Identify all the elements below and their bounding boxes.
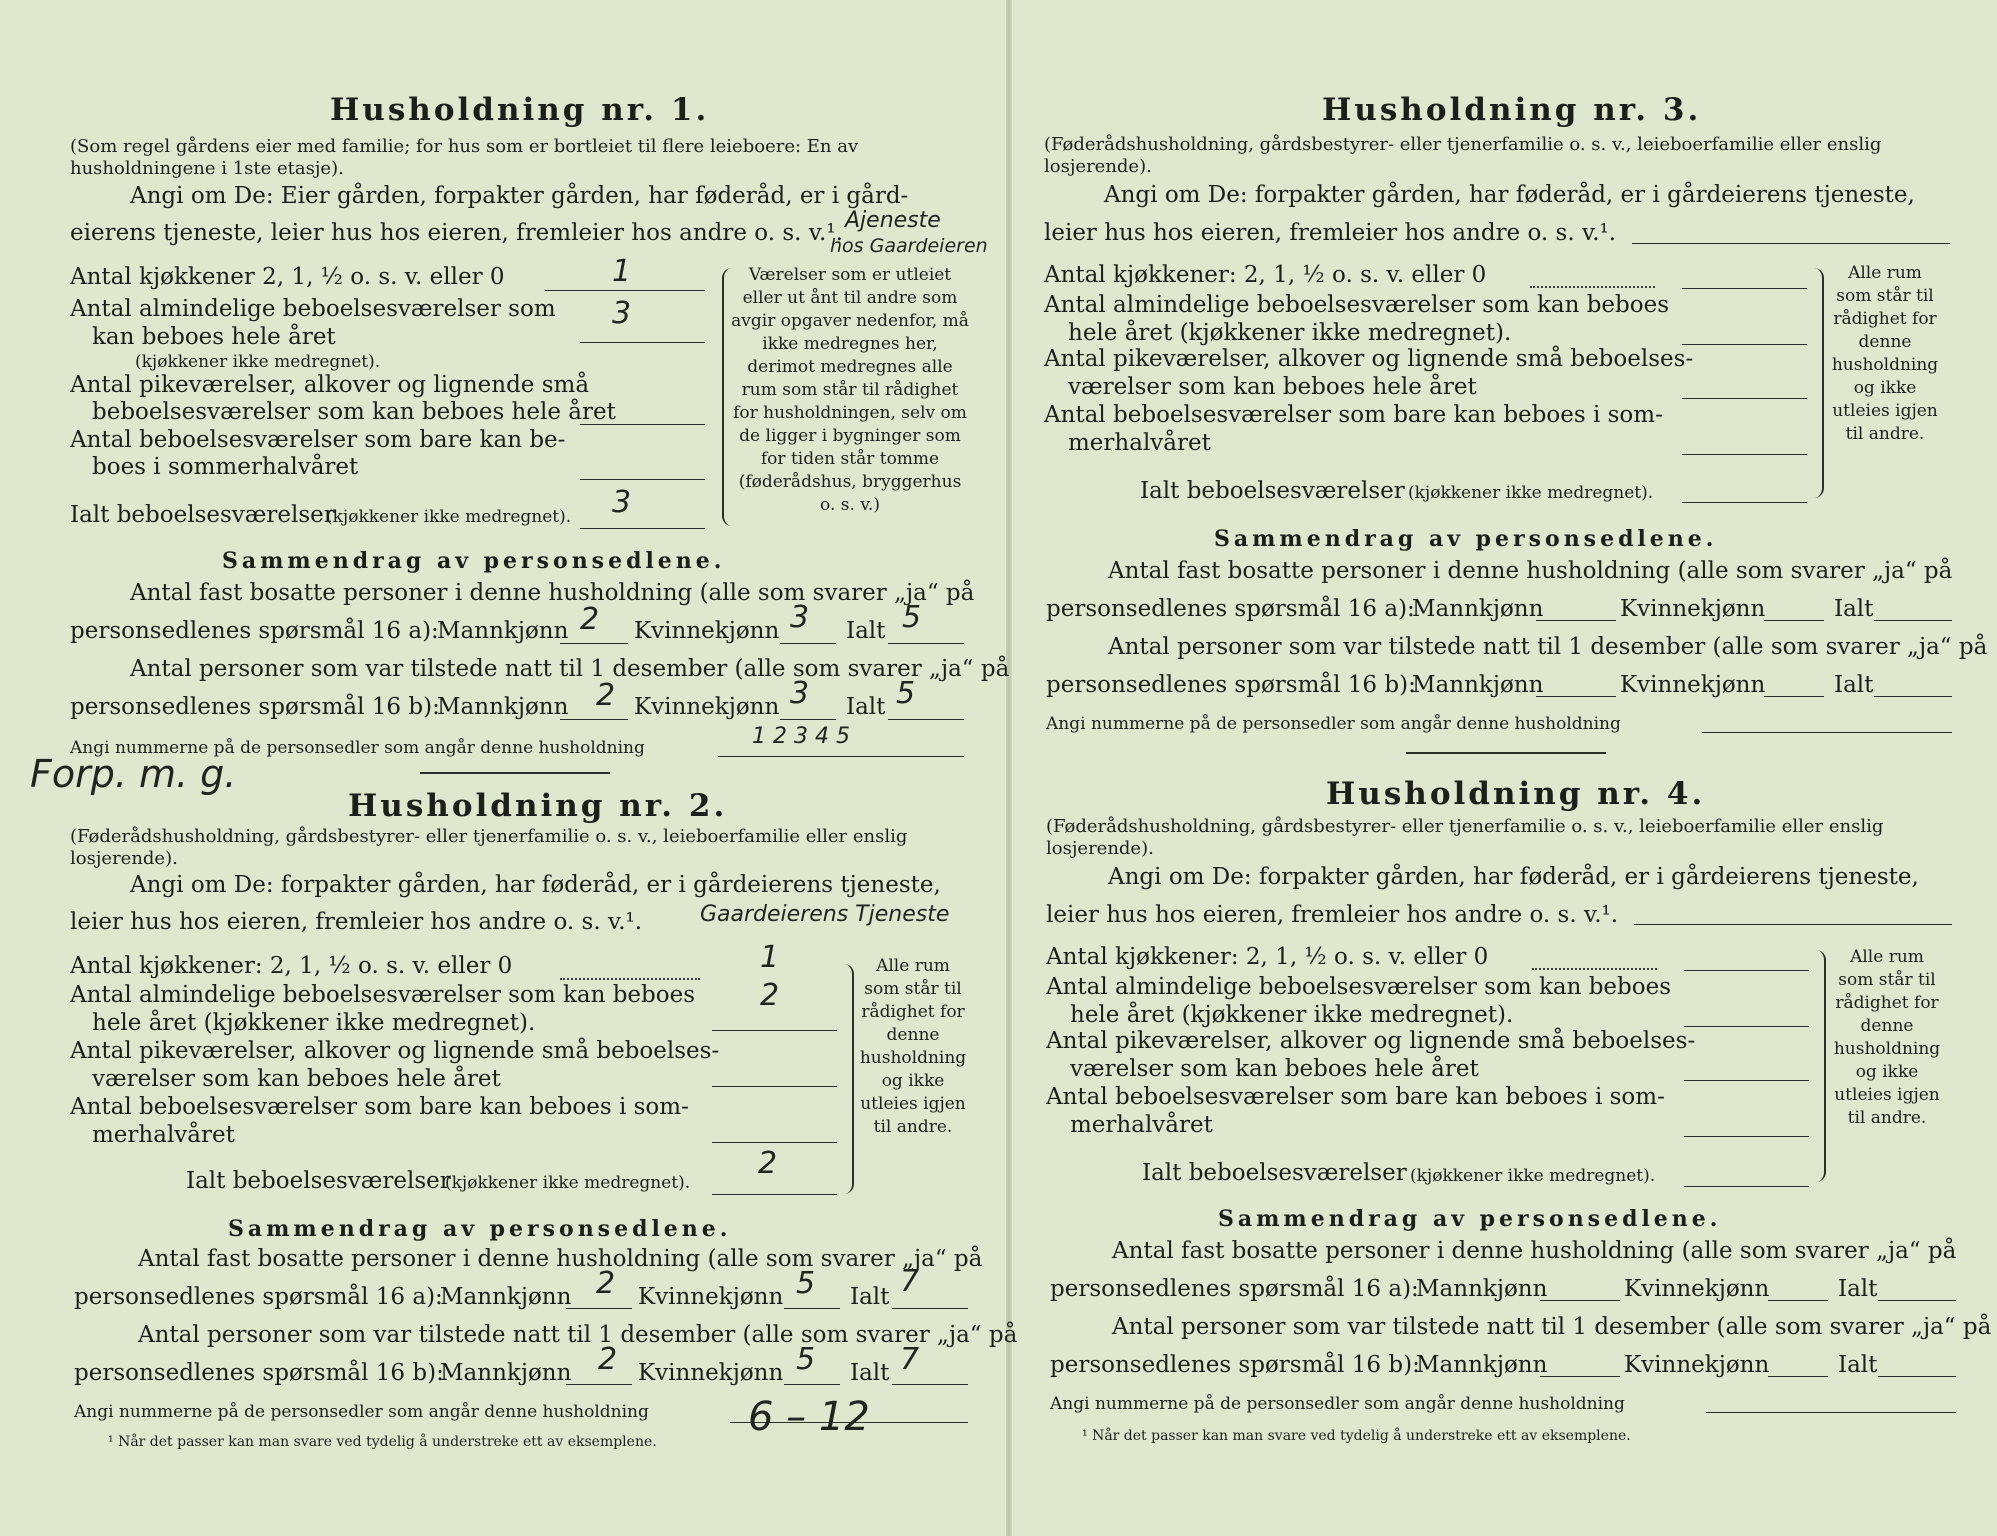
- h2-alm-label2: hele året (kjøkkener ikke medregnet).: [92, 1010, 536, 1036]
- h3-angi-line2: leier hus hos eieren, fremleier hos andre o. s. v.¹.: [1044, 220, 1617, 246]
- h1-sommer-label2: boes i sommerhalvåret: [92, 454, 359, 480]
- right-footnote: ¹ Når det passer kan man svare ved tydelig å understreke ett av eksemplene.: [1082, 1428, 1631, 1444]
- h4-nummerne-label: Angi nummerne på de personsedler som angår denne husholdning: [1050, 1394, 1625, 1414]
- h1-kjokkener-field: [545, 290, 705, 291]
- h2-til-mann-field: [566, 1384, 632, 1385]
- h3-nummerne-label: Angi nummerne på de personsedler som angår denne husholdning: [1046, 714, 1621, 734]
- h2-sommer-label2: merhalvåret: [92, 1122, 235, 1148]
- h2-sommer-field: [712, 1142, 837, 1143]
- h4-title: Husholdning nr. 4.: [1326, 776, 1706, 812]
- h3-nummerne-field: [1702, 732, 1952, 733]
- h3-til-ialt-field: [1874, 696, 1952, 697]
- h4-alm-label2: hele året (kjøkkener ikke medregnet).: [1070, 1002, 1514, 1028]
- h3-ialt-label: Ialt beboelsesværelser: [1140, 478, 1405, 504]
- h3-note: (Føderådshusholdning, gårdsbestyrer- eller tjenerfamilie o. s. v., leieboerfamilie eller enslig losjerende).: [1044, 134, 1882, 177]
- h2-fast-line2: personsedlenes spørsmål 16 a):: [74, 1284, 443, 1310]
- h4-ialt-note: (kjøkkener ikke medregnet).: [1410, 1166, 1656, 1186]
- h2-tilstede-line1: Antal personer som var tilstede natt til 1 desember (alle som svarer „ja“ på: [138, 1322, 1018, 1348]
- h3-kjokkener-line: [1682, 288, 1807, 289]
- h2-til-kvinne-label: Kvinnekjønn: [638, 1360, 784, 1386]
- h1-fast-kvinne-label: Kvinnekjønn: [634, 618, 780, 644]
- h2-kjokkener-field: [560, 978, 700, 980]
- h4-sommer-label1: Antal beboelsesværelser som bare kan beboes i som-: [1046, 1084, 1665, 1110]
- h4-kjokkener-field: [1532, 968, 1657, 970]
- h3-fast-line1: Antal fast bosatte personer i denne husholdning (alle som svarer „ja“ på: [1108, 558, 1953, 584]
- h4-til-ialt-label: Ialt: [1838, 1352, 1878, 1378]
- h1-til-ialt-label: Ialt: [846, 694, 886, 720]
- h3-angi-line1: Angi om De: forpakter gården, har føderåd, er i gårdeierens tjeneste,: [1104, 182, 1915, 208]
- h2-pike-label2: værelser som kan beboes hele året: [92, 1066, 501, 1092]
- h4-pike-label2: værelser som kan beboes hele året: [1070, 1056, 1479, 1082]
- h4-nummerne-field: [1706, 1412, 1956, 1413]
- h3-til-ialt-label: Ialt: [1834, 672, 1874, 698]
- h2-alm-label1: Antal almindelige beboelsesværelser som kan beboes: [70, 982, 696, 1008]
- h3-fast-kvinne-field: [1764, 620, 1824, 621]
- h2-hw-fast-kvinne: 5: [796, 1266, 816, 1301]
- h2-fast-line1: Antal fast bosatte personer i denne husholdning (alle som svarer „ja“ på: [138, 1246, 983, 1272]
- h1-alm-label2: kan beboes hele året: [92, 324, 336, 350]
- h3-fast-mann-field: [1536, 620, 1616, 621]
- h2-pike-label1: Antal pikeværelser, alkover og lignende små beboelses-: [70, 1038, 720, 1064]
- h2-hw-ialt: 2: [758, 1146, 778, 1181]
- h1-hw-til-ialt: 5: [896, 676, 916, 711]
- h4-kjokkener-line: [1684, 970, 1809, 971]
- h1-ialt-field: [580, 528, 705, 529]
- h1-til-kvinne-field: [780, 719, 836, 720]
- h1-fast-kvinne-field: [780, 643, 836, 644]
- h1-hw-alm: 3: [612, 296, 632, 331]
- h1-fast-ialt-field: [888, 643, 964, 644]
- h1-h2-separator: [420, 772, 610, 774]
- h1-hw-ialt: 3: [612, 485, 632, 520]
- h1-hw-nummerne: 1 2 3 4 5: [752, 724, 850, 749]
- h2-hw-fast-ialt: 7: [900, 1264, 920, 1299]
- h1-hw-til-kvinne: 3: [790, 676, 810, 711]
- h2-ialt-label: Ialt beboelsesværelser: [186, 1168, 451, 1194]
- h1-til-mann-label: Mannkjønn: [437, 694, 569, 720]
- h4-til-ialt-field: [1878, 1376, 1956, 1377]
- h3-fast-line2: personsedlenes spørsmål 16 a):: [1046, 596, 1415, 622]
- h1-pike-label2: beboelsesværelser som kan beboes hele året: [92, 399, 616, 425]
- h3-sommer-field: [1682, 454, 1807, 455]
- h1-pike-field: [580, 424, 705, 425]
- h4-fast-ialt-field: [1878, 1300, 1956, 1301]
- h1-fast-mann-label: Mannkjønn: [437, 618, 569, 644]
- h1-alm-label3: (kjøkkener ikke medregnet).: [135, 352, 381, 372]
- h4-pike-label1: Antal pikeværelser, alkover og lignende små beboelses-: [1046, 1028, 1696, 1054]
- h3-ialt-note: (kjøkkener ikke medregnet).: [1408, 483, 1654, 503]
- h4-fast-mann-label: Mannkjønn: [1416, 1276, 1548, 1302]
- h4-angi-line1: Angi om De: forpakter gården, har føderåd, er i gårdeierens tjeneste,: [1108, 864, 1919, 890]
- h4-fast-mann-field: [1540, 1300, 1620, 1301]
- h3-alm-label1: Antal almindelige beboelsesværelser som kan beboes: [1044, 292, 1670, 318]
- h2-fast-mann-field: [566, 1308, 632, 1309]
- h4-note: (Føderådshusholdning, gårdsbestyrer- eller tjenerfamilie o. s. v., leieboerfamilie eller enslig losjerende).: [1046, 816, 1884, 859]
- h4-fast-kvinne-field: [1768, 1300, 1828, 1301]
- h1-sommer-field: [580, 479, 705, 480]
- h1-ialt-label: Ialt beboelsesværelser: [70, 502, 335, 528]
- h3-tilstede-line2: personsedlenes spørsmål 16 b):: [1046, 672, 1416, 698]
- h2-hw-til-mann: 2: [598, 1342, 618, 1377]
- h3-pike-label1: Antal pikeværelser, alkover og lignende små beboelses-: [1044, 346, 1694, 372]
- h2-fast-ialt-field: [892, 1308, 968, 1309]
- h4-fast-ialt-label: Ialt: [1838, 1276, 1878, 1302]
- h1-hw-fast-ialt: 5: [902, 600, 922, 635]
- h1-sommer-label1: Antal beboelsesværelser som bare kan be-: [70, 427, 566, 453]
- h2-summary-title: Sammendrag av personsedlene.: [228, 1216, 732, 1242]
- h2-kjokkener-label: Antal kjøkkener: 2, 1, ½ o. s. v. eller 0: [70, 953, 513, 979]
- h2-hw-alm: 2: [760, 978, 780, 1013]
- h4-til-mann-label: Mannkjønn: [1416, 1352, 1548, 1378]
- h4-kjokkener-label: Antal kjøkkener: 2, 1, ½ o. s. v. eller 0: [1046, 944, 1489, 970]
- h2-nummerne-label: Angi nummerne på de personsedler som angår denne husholdning: [74, 1402, 649, 1422]
- h4-side-note: Alle rum som står til rådighet for denne husholdning og ikke utleies igjen til andre.: [1833, 947, 1941, 1128]
- h1-fast-ialt-label: Ialt: [846, 618, 886, 644]
- h2-fast-mann-label: Mannkjønn: [440, 1284, 572, 1310]
- h1-fast-line1: Antal fast bosatte personer i denne husholdning (alle som svarer „ja“ på: [130, 580, 975, 606]
- h2-angi-line2: leier hus hos eieren, fremleier hos andre o. s. v.¹.: [70, 909, 643, 935]
- h1-alm-label1: Antal almindelige beboelsesværelser som: [70, 296, 556, 322]
- h4-tilstede-line2: personsedlenes spørsmål 16 b):: [1050, 1352, 1420, 1378]
- h4-sommer-label2: merhalvåret: [1070, 1112, 1213, 1138]
- h1-hw-status-1: Ajeneste: [845, 208, 941, 233]
- h1-hw-status-2: hos Gaardeieren: [830, 235, 988, 257]
- h3-til-kvinne-field: [1764, 696, 1824, 697]
- h1-til-mann-field: [560, 719, 628, 720]
- h3-fast-ialt-field: [1874, 620, 1952, 621]
- h4-pike-field: [1684, 1080, 1809, 1081]
- h1-angi-line1: Angi om De: Eier gården, forpakter gården, har føderåd, er i gård-: [130, 183, 909, 209]
- h3-h4-separator: [1406, 752, 1606, 754]
- h2-til-ialt-field: [892, 1384, 968, 1385]
- h1-hw-til-mann: 2: [596, 678, 616, 713]
- h2-fast-kvinne-label: Kvinnekjønn: [638, 1284, 784, 1310]
- h2-hw-nummerne: 6 – 12: [748, 1394, 870, 1440]
- h3-kjokkener-label: Antal kjøkkener: 2, 1, ½ o. s. v. eller 0: [1044, 262, 1487, 288]
- h4-alm-label1: Antal almindelige beboelsesværelser som kan beboes: [1046, 974, 1672, 1000]
- h4-til-kvinne-label: Kvinnekjønn: [1624, 1352, 1770, 1378]
- h2-fast-kvinne-field: [784, 1308, 840, 1309]
- right-page: [1012, 0, 1997, 1536]
- h2-til-ialt-label: Ialt: [850, 1360, 890, 1386]
- h2-til-mann-label: Mannkjønn: [440, 1360, 572, 1386]
- margin-hw-note: Forp. m. g.: [30, 752, 237, 796]
- h2-hw-fast-mann: 2: [596, 1266, 616, 1301]
- h3-til-mann-label: Mannkjønn: [1412, 672, 1544, 698]
- h3-alm-label2: hele året (kjøkkener ikke medregnet).: [1068, 320, 1512, 346]
- h2-hw-til-kvinne: 5: [796, 1342, 816, 1377]
- h4-til-mann-field: [1540, 1376, 1620, 1377]
- h3-ialt-field: [1682, 502, 1807, 503]
- h3-alm-field: [1682, 344, 1807, 345]
- h3-fast-mann-label: Mannkjønn: [1412, 596, 1544, 622]
- h4-ialt-field: [1684, 1186, 1809, 1187]
- h4-fast-kvinne-label: Kvinnekjønn: [1624, 1276, 1770, 1302]
- h4-brace: [1814, 950, 1826, 1182]
- h1-ialt-note: (kjøkkener ikke medregnet).: [326, 507, 572, 527]
- h2-ialt-field: [712, 1194, 837, 1195]
- h2-fast-ialt-label: Ialt: [850, 1284, 890, 1310]
- h3-summary-title: Sammendrag av personsedlene.: [1214, 526, 1718, 552]
- h1-title: Husholdning nr. 1.: [330, 92, 710, 128]
- h3-fast-kvinne-label: Kvinnekjønn: [1620, 596, 1766, 622]
- h1-tilstede-line2: personsedlenes spørsmål 16 b):: [70, 694, 440, 720]
- h1-alm-field: [580, 342, 705, 343]
- h2-angi-line1: Angi om De: forpakter gården, har føderåd, er i gårdeierens tjeneste,: [130, 872, 941, 898]
- h2-pike-field: [712, 1086, 837, 1087]
- h3-status-field: [1632, 243, 1950, 244]
- h4-fast-line1: Antal fast bosatte personer i denne husholdning (alle som svarer „ja“ på: [1112, 1238, 1957, 1264]
- h1-hw-fast-kvinne: 3: [790, 600, 810, 635]
- h4-sommer-field: [1684, 1136, 1809, 1137]
- h1-tilstede-line1: Antal personer som var tilstede natt til 1 desember (alle som svarer „ja“ på: [130, 656, 1010, 682]
- h1-nummerne-label: Angi nummerne på de personsedler som angår denne husholdning: [70, 738, 645, 758]
- h3-kjokkener-field: [1530, 286, 1655, 288]
- h2-note: (Føderådshusholdning, gårdsbestyrer- eller tjenerfamilie o. s. v., leieboerfamilie eller enslig losjerende).: [70, 826, 908, 869]
- h3-fast-ialt-label: Ialt: [1834, 596, 1874, 622]
- h1-til-kvinne-label: Kvinnekjønn: [634, 694, 780, 720]
- h2-sommer-label1: Antal beboelsesværelser som bare kan beboes i som-: [70, 1094, 689, 1120]
- h1-angi-line2: eierens tjeneste, leier hus hos eieren, fremleier hos andre o. s. v.¹.: [70, 220, 843, 246]
- h3-side-note: Alle rum som står til rådighet for denne husholdning og ikke utleies igjen til andre.: [1831, 263, 1939, 444]
- h3-til-kvinne-label: Kvinnekjønn: [1620, 672, 1766, 698]
- h1-til-ialt-field: [888, 719, 964, 720]
- h2-brace: [842, 964, 854, 1194]
- h1-fast-line2: personsedlenes spørsmål 16 a):: [70, 618, 439, 644]
- h2-hw-kjokkener: 1: [760, 940, 780, 975]
- h2-tilstede-line2: personsedlenes spørsmål 16 b):: [74, 1360, 444, 1386]
- h2-alm-field: [712, 1030, 837, 1031]
- h2-side-note: Alle rum som står til rådighet for denne husholdning og ikke utleies igjen til andre.: [859, 956, 967, 1137]
- h3-pike-label2: værelser som kan beboes hele året: [1068, 374, 1477, 400]
- h1-summary-title: Sammendrag av personsedlene.: [222, 548, 726, 574]
- h1-hw-fast-mann: 2: [580, 602, 600, 637]
- h4-til-kvinne-field: [1768, 1376, 1828, 1377]
- h3-brace: [1812, 268, 1824, 498]
- h1-hw-kjokkener: 1: [612, 254, 632, 289]
- h4-summary-title: Sammendrag av personsedlene.: [1218, 1206, 1722, 1232]
- h3-pike-field: [1682, 398, 1807, 399]
- h1-note: (Som regel gårdens eier med familie; for hus som er bortleiet til flere leieboere: En av husholdningene i 1ste etasje).: [70, 136, 859, 179]
- h4-angi-line2: leier hus hos eieren, fremleier hos andre o. s. v.¹.: [1046, 902, 1619, 928]
- h2-title: Husholdning nr. 2.: [348, 788, 728, 824]
- h4-alm-field: [1684, 1026, 1809, 1027]
- left-footnote: ¹ Når det passer kan man svare ved tydelig å understreke ett av eksemplene.: [108, 1434, 657, 1450]
- h1-side-note: Værelser som er utleiet eller ut ånt til andre som avgir opgaver nedenfor, må ikke medregnes her, derimot medregnes alle rum som står til rådighet for husholdningen, selv om de ligger i bygninger som for tiden står tomme (føderådshus, bryggerhus o. s. v.): [731, 265, 969, 515]
- h4-ialt-label: Ialt beboelsesværelser: [1142, 1160, 1407, 1186]
- h3-sommer-label1: Antal beboelsesværelser som bare kan beboes i som-: [1044, 402, 1663, 428]
- h4-tilstede-line1: Antal personer som var tilstede natt til 1 desember (alle som svarer „ja“ på: [1112, 1314, 1992, 1340]
- h3-tilstede-line1: Antal personer som var tilstede natt til 1 desember (alle som svarer „ja“ på: [1108, 634, 1988, 660]
- h2-ialt-note: (kjøkkener ikke medregnet).: [445, 1173, 691, 1193]
- h2-hw-til-ialt: 7: [900, 1342, 920, 1377]
- h3-til-mann-field: [1536, 696, 1616, 697]
- h4-status-field: [1634, 924, 1952, 925]
- h2-til-kvinne-field: [784, 1384, 840, 1385]
- h1-nummerne-field: [718, 756, 964, 757]
- h1-kjokkener-label: Antal kjøkkener 2, 1, ½ o. s. v. eller 0: [70, 264, 505, 290]
- h4-fast-line2: personsedlenes spørsmål 16 a):: [1050, 1276, 1419, 1302]
- h3-title: Husholdning nr. 3.: [1322, 92, 1702, 128]
- h1-fast-mann-field: [560, 643, 628, 644]
- h2-hw-status: Gaardeierens Tjeneste: [700, 902, 950, 927]
- h1-pike-label1: Antal pikeværelser, alkover og lignende små: [70, 372, 590, 398]
- h3-sommer-label2: merhalvåret: [1068, 430, 1211, 456]
